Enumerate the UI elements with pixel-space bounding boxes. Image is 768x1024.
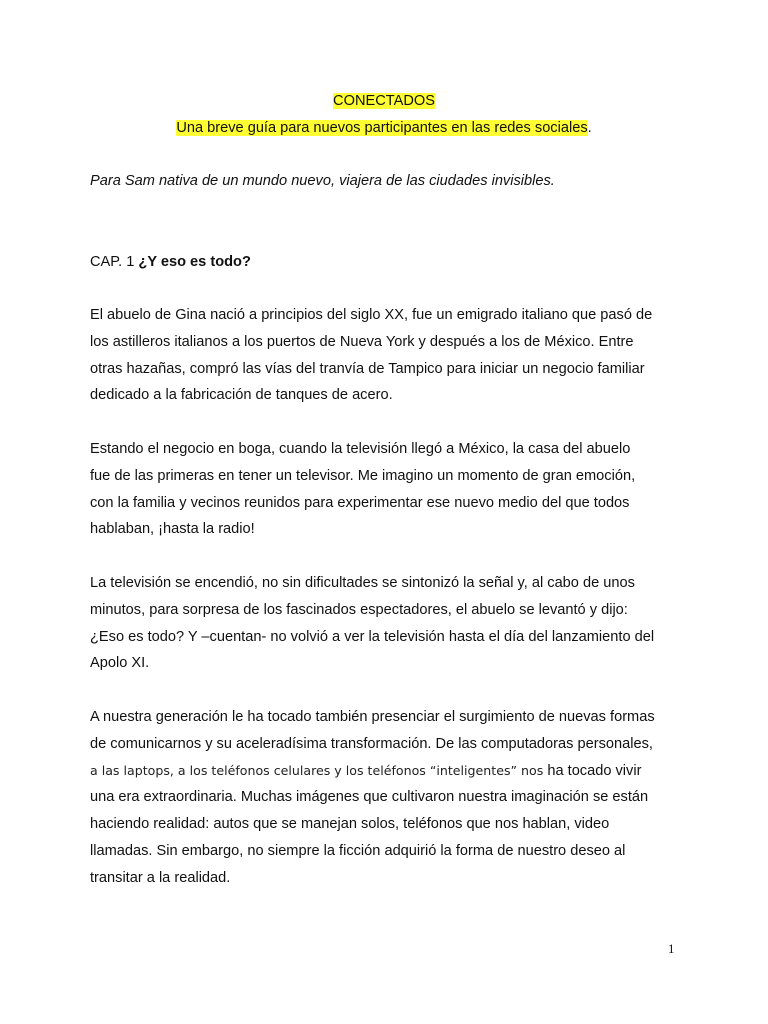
paragraph-line: con la familia y vecinos reunidos para experimentar ese nuevo medio del que todos bbox=[90, 494, 630, 511]
paragraph-line: transitar a la realidad. bbox=[90, 869, 231, 886]
paragraph-3 bbox=[90, 570, 690, 677]
page-number: 1 bbox=[668, 941, 675, 956]
dedication bbox=[90, 172, 555, 190]
paragraph-line: los astilleros italianos a los puertos de Nueva York y después a los de México. Entre bbox=[90, 333, 634, 350]
paragraph-line: de comunicarnos y su aceleradísima transformación. De las computadoras personales, bbox=[90, 735, 653, 752]
paragraph-line: dedicado a la fabricación de tanques de acero. bbox=[90, 387, 393, 404]
paragraph-line bbox=[90, 758, 690, 785]
paragraph-line: haciendo realidad: autos que se manejan solos, teléfonos que nos hablan, video bbox=[90, 816, 610, 832]
paragraph-line: La televisión se encendió, no sin dificultades se sintonizó la señal y, al cabo de unos bbox=[90, 575, 635, 591]
title-highlight: CONECTADOS bbox=[333, 93, 435, 109]
mixed-font-segment: a las laptops, a los teléfonos celulares y los teléfonos “inteligentes” nos bbox=[90, 762, 544, 778]
paragraph-line: Apolo XI. bbox=[90, 655, 150, 672]
paragraph-4 bbox=[90, 704, 690, 891]
chapter-title: ¿Y eso es todo? bbox=[138, 254, 251, 270]
paragraph-line: una era extraordinaria. Muchas imágenes que cultivaron nuestra imaginación se están bbox=[90, 789, 649, 806]
paragraph-line: ¿Eso es todo? Y –cuentan- no volvió a ver la televisión hasta el día del lanzamiento del bbox=[90, 628, 655, 645]
paragraph-line: El abuelo de Gina nació a principios del siglo XX, fue un emigrado italiano que pasó de bbox=[90, 307, 653, 323]
chapter-heading bbox=[90, 253, 251, 271]
document-title bbox=[0, 92, 768, 110]
paragraph-line: fue de las primeras en tener un televisor. Me imagino un momento de gran emoción, bbox=[90, 467, 636, 484]
paragraph-line: Estando el negocio en boga, cuando la televisión llegó a México, la casa del abuelo bbox=[90, 441, 631, 457]
subtitle-highlight: Una breve guía para nuevos participantes en las redes sociales bbox=[176, 120, 588, 136]
paragraph-line: hablaban, ¡hasta la radio! bbox=[90, 521, 255, 538]
paragraph-line: llamadas. Sin embargo, no siempre la ficción adquirió la forma de nuestro deseo al bbox=[90, 842, 626, 859]
paragraph-2 bbox=[90, 436, 690, 543]
subtitle-period: . bbox=[587, 120, 592, 136]
document-subtitle bbox=[0, 119, 768, 137]
chapter-number: CAP. 1 bbox=[90, 254, 139, 270]
paragraph-line-rest: ha tocado vivir bbox=[543, 762, 642, 779]
dedication-text: Para Sam nativa de un mundo nuevo, viajera de las ciudades invisibles bbox=[90, 173, 551, 189]
paragraph-line: otras hazañas, compró las vías del tranvía de Tampico para iniciar un negocio familiar bbox=[90, 360, 645, 377]
dedication-period: . bbox=[550, 173, 555, 189]
paragraph-line: minutos, para sorpresa de los fascinados espectadores, el abuelo se levantó y dijo: bbox=[90, 601, 628, 618]
paragraph-line: A nuestra generación le ha tocado también presenciar el surgimiento de nuevas formas bbox=[90, 709, 655, 725]
paragraph-1 bbox=[90, 302, 690, 409]
